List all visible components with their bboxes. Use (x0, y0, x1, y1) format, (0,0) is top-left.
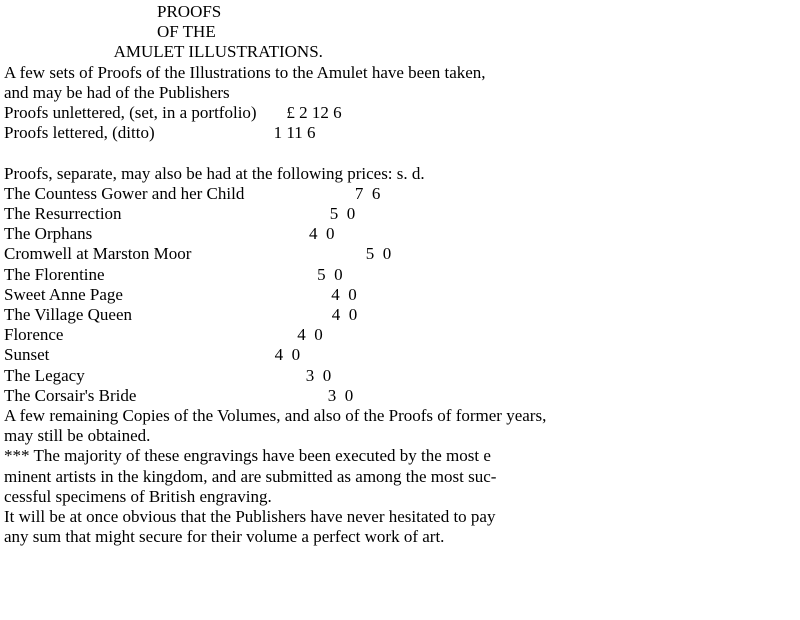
item-title: The Village Queen (4, 305, 133, 325)
item-shillings: 4 (274, 345, 284, 365)
intro-line (4, 83, 800, 103)
item-title: Sweet Anne Page (4, 284, 123, 304)
item-title: The Corsair's Bride (4, 385, 137, 405)
heading-text: AMULET ILLUSTRATIONS. (113, 42, 323, 62)
set-price-label: Proofs unlettered, (set, in a portfolio) (4, 103, 257, 123)
item-pence: 0 (346, 204, 356, 224)
closing-text: *** The majority of these engravings have been executed by the most e (4, 446, 491, 466)
closing-line (4, 426, 800, 446)
item-shillings: 4 (331, 305, 341, 325)
price-list-row (4, 366, 800, 386)
closing-text: A few remaining Copies of the Volumes, and also of the Proofs of former years, (4, 406, 547, 426)
heading-line (4, 22, 800, 42)
price-list-row (4, 224, 800, 244)
item-shillings: 4 (331, 284, 340, 304)
item-pence: 0 (348, 305, 358, 325)
item-pence: 0 (344, 385, 354, 405)
set-price-row (4, 103, 800, 123)
closing-text: minent artists in the kingdom, and are submitted as among the most suc- (4, 466, 497, 486)
price-list-row (4, 305, 800, 325)
item-pence: 0 (291, 345, 301, 365)
set-price-value: £ 2 12 6 (286, 103, 342, 123)
item-shillings: 5 (329, 204, 339, 224)
set-price-row (4, 123, 800, 143)
item-shillings: 3 (305, 365, 315, 385)
item-shillings: 5 (365, 244, 375, 264)
closing-line (4, 487, 800, 507)
price-list-row (4, 265, 800, 285)
heading-text: PROOFS (157, 2, 222, 21)
item-shillings: 3 (327, 385, 337, 405)
closing-line (4, 527, 800, 547)
item-title: Florence (4, 325, 64, 345)
item-shillings: 7 (354, 183, 364, 203)
item-pence: 0 (382, 244, 392, 264)
item-pence: 0 (326, 224, 335, 244)
separate-prices-intro (4, 164, 800, 184)
item-pence: 0 (348, 284, 357, 304)
intro-text: and may be had of the Publishers (4, 82, 230, 102)
item-title: The Florentine (4, 264, 105, 284)
price-list-row (4, 386, 800, 406)
heading-text: OF THE (157, 22, 216, 42)
item-title: The Resurrection (4, 204, 122, 224)
set-price-value: 1 11 6 (273, 123, 316, 143)
intro-line (4, 63, 800, 83)
item-title: The Orphans (4, 224, 93, 244)
item-pence: 6 (371, 183, 381, 203)
closing-line (4, 406, 800, 426)
item-title: Sunset (4, 345, 50, 365)
item-pence: 0 (334, 264, 343, 284)
item-pence: 0 (314, 325, 323, 345)
blank-line (4, 143, 800, 163)
price-list-row (4, 204, 800, 224)
set-price-label: Proofs lettered, (ditto) (4, 123, 155, 143)
closing-text: any sum that might secure for their volume a perfect work of art. (4, 527, 445, 547)
item-shillings: 5 (317, 264, 326, 284)
price-list-row (4, 325, 800, 345)
price-list-row (4, 285, 800, 305)
closing-line (4, 446, 800, 466)
item-title: Cromwell at Marston Moor (4, 244, 192, 264)
closing-text: It will be at once obvious that the Publishers have never hesitated to pay (4, 507, 496, 527)
closing-text: cessful specimens of British engraving. (4, 486, 272, 506)
item-pence: 0 (322, 365, 332, 385)
closing-line (4, 507, 800, 527)
heading-line (4, 2, 800, 22)
item-title: The Countess Gower and her Child (4, 183, 245, 203)
intro-text: A few sets of Proofs of the Illustrations to the Amulet have been taken, (4, 62, 486, 82)
price-list-row (4, 184, 800, 204)
price-list-row (4, 345, 800, 365)
separate-prices-intro-text: Proofs, separate, may also be had at the following prices: s. d. (4, 163, 425, 183)
closing-line (4, 467, 800, 487)
item-shillings: 4 (309, 224, 318, 244)
heading-line (4, 42, 800, 62)
item-title: The Legacy (4, 365, 85, 385)
price-list-row (4, 244, 800, 264)
closing-text: may still be obtained. (4, 426, 151, 446)
item-shillings: 4 (297, 325, 306, 345)
